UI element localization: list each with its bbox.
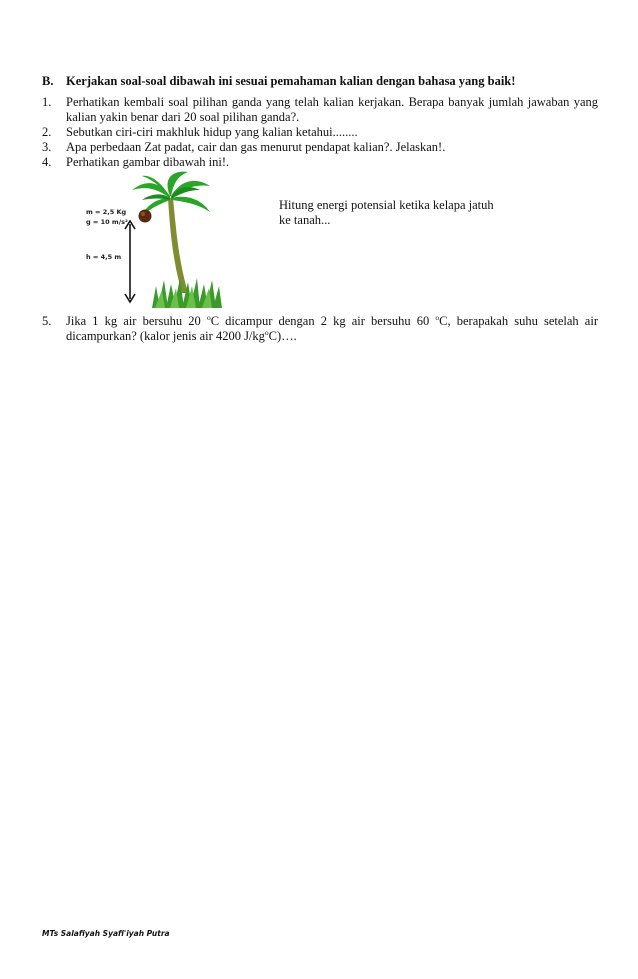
question-3 [42, 140, 598, 155]
height-label: h = 4,5 m [86, 253, 122, 261]
palm-trunk [168, 198, 188, 293]
question-number: 5. [42, 314, 52, 328]
footer-school-name: MTs Salafiyah Syafi'iyah Putra [42, 929, 170, 938]
question-text: Sebutkan ciri-ciri makhluk hidup yang kalian ketahui........ [66, 125, 358, 139]
coconut-icon [139, 210, 152, 223]
question-text: Perhatikan kembali soal pilihan ganda yang telah kalian kerjakan. Berapa banyak jumlah jawaban yang kalian yakin benar dari 20 soal pilihan ganda?. [66, 95, 598, 124]
section-heading [42, 73, 602, 89]
question-text: Perhatikan gambar dibawah ini!. [66, 155, 230, 169]
question-text: Apa perbedaan Zat padat, cair dan gas menurut pendapat kalian?. Jelaskan!. [66, 140, 446, 154]
section-letter: B. [42, 74, 54, 88]
section-title: Kerjakan soal-soal dibawah ini sesuai pemahaman kalian dengan bahasa yang baik! [66, 74, 516, 88]
mass-label: m = 2,5 Kg [86, 208, 127, 216]
gravity-label: g = 10 m/s² [86, 218, 128, 226]
question-number: 2. [42, 125, 52, 139]
question-number: 1. [42, 95, 52, 109]
question-5 [42, 314, 598, 344]
question-number: 3. [42, 140, 52, 154]
question-1 [42, 95, 598, 125]
question-number: 4. [42, 155, 52, 169]
figure-instruction: Hitung energi potensial ketika kelapa jatuh ke tanah... [279, 198, 494, 227]
palm-tree-figure [70, 168, 240, 313]
palm-tree-illustration [70, 168, 240, 313]
question-2 [42, 125, 598, 140]
question-text: Jika 1 kg air bersuhu 20 $^o$C dicampur dengan 2 kg air bersuhu 60 $^o$C, berapakah suhu setelah air dicampurkan? (kalor jenis air 4200 $J/kg^oC)\dots$. [66, 313, 598, 343]
